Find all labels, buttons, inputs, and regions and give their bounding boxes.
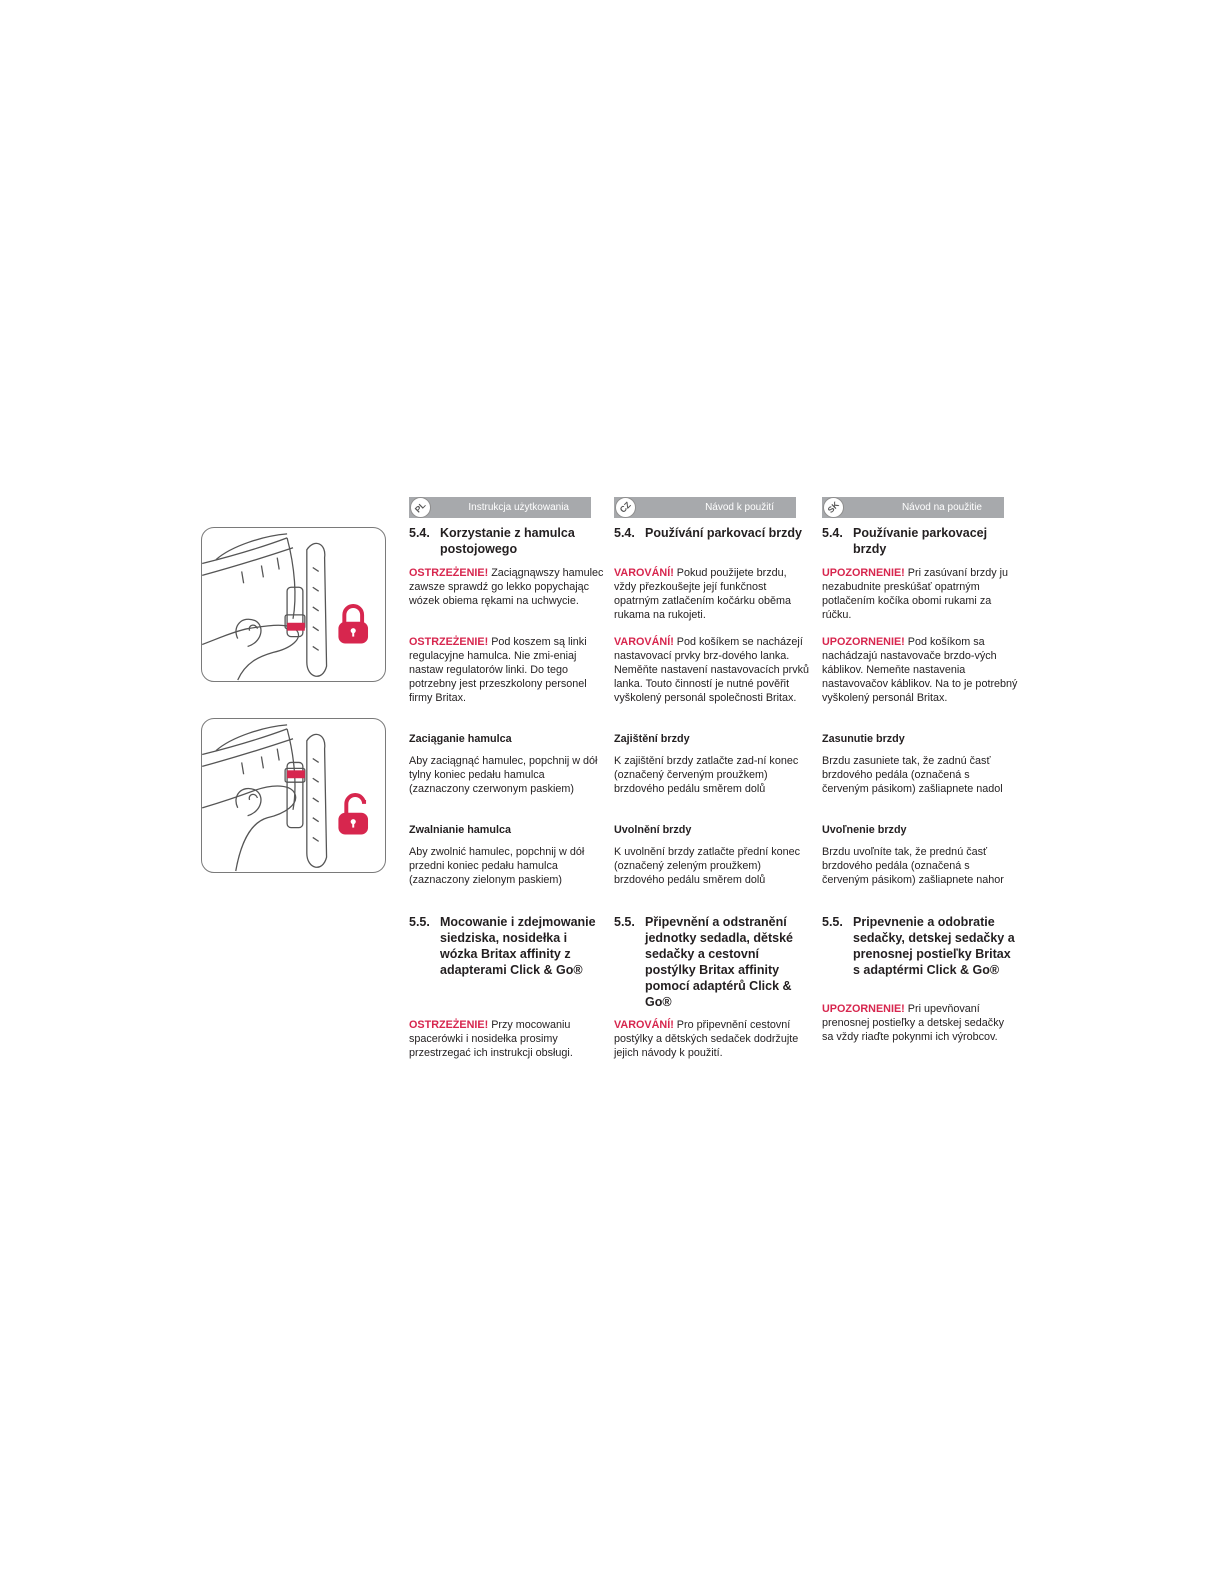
section-number: 5.4. [409, 526, 430, 540]
apply-brake-title: Zajištění brzdy [614, 733, 690, 745]
language-header-bar [409, 497, 591, 518]
section-title: Korzystanie z hamulca postojowego [440, 526, 575, 556]
warning-text: Przy mocowaniu spacerówki i nosidełka prosimy przestrzegać ich instrukcji obsługi. [409, 1019, 573, 1059]
lock-open-icon [338, 795, 368, 834]
header-title: Instrukcja użytkowania [468, 502, 569, 513]
section-number: 5.4. [822, 526, 843, 540]
release-brake-title: Uvoľnenie brzdy [822, 824, 907, 836]
section-5-5-heading [822, 914, 1018, 978]
language-code-badge: SK [819, 493, 849, 523]
brake-apply-drawing [202, 528, 385, 681]
apply-brake-title: Zasunutie brzdy [822, 733, 905, 745]
release-brake-text: Brzdu uvoľníte tak, že prednú časť brzdového pedála (označená s červeným pásikom) zašliapnete nahor [822, 846, 1004, 886]
warning-paragraph-3 [614, 1018, 810, 1060]
release-brake-text: K uvolnění brzdy zatlačte přední konec (označený zeleným proužkem) brzdového pedálu směrem dolů [614, 846, 801, 886]
warning-text: Pokud použijete brzdu, vždy přezkoušejte její funkčnost opatrným zatlačením kočárku oběma rukama na rukojeti. [614, 567, 792, 621]
warning-label: VAROVÁNÍ! [614, 1019, 674, 1031]
brake-release-illustration [201, 718, 386, 873]
warning-text: Pod košíkom sa nachádzajú nastavovače brzdo-vých káblikov. Nemeňte nastavenia nastavovačov káblikov. Na to je potrebný vyškolený personál Britax. [822, 636, 1018, 704]
language-code-badge: CZ [611, 493, 641, 523]
warning-text: Pri zasúvaní brzdy ju nezabudnite preskúšať opatrným potlačením kočíka obomi rukami za rúčku. [822, 567, 1008, 621]
section-5-4-heading [614, 525, 810, 541]
warning-paragraph-2 [409, 635, 605, 705]
warning-label: UPOZORNENIE! [822, 567, 905, 579]
release-brake-title: Uvolnění brzdy [614, 824, 692, 836]
warning-paragraph-2 [614, 635, 810, 705]
warning-label: OSTRZEŻENIE! [409, 1019, 489, 1031]
brake-apply-illustration [201, 527, 386, 682]
warning-paragraph-1 [822, 566, 1018, 622]
header-title: Návod na použitie [901, 502, 982, 513]
section-5-5-heading [409, 914, 605, 978]
release-brake-text: Aby zwolnić hamulec, popchnij w dół przedni koniec pedału hamulca (zaznaczony zielonym paskiem) [409, 846, 585, 886]
section-title: Používanie parkovacej brzdy [853, 526, 988, 556]
header-title: Návod k použití [705, 502, 774, 513]
section-title: Používání parkovací brzdy [645, 526, 802, 540]
section-title: Pripevnenie a odobratie sedačky, detskej sedačky a prenosnej postieľky Britax s adaptérmi Click & Go® [853, 915, 1015, 977]
section-number: 5.5. [409, 915, 430, 929]
language-header-bar [822, 497, 1004, 518]
apply-brake-text: Brzdu zasuniete tak, že zadnú časť brzdového pedála (označená s červeným pásikom) zašliapnete nadol [822, 755, 1003, 795]
warning-paragraph-3 [822, 1002, 1018, 1044]
apply-brake-text: K zajištění brzdy zatlačte zad-ní konec (označený červeným proužkem) brzdového pedálu směrem dolů [614, 755, 799, 795]
red-pedal-strip [287, 623, 305, 631]
warning-text: Pri upevňovaní prenosnej postieľky a detskej sedačky sa vždy riaďte pokynmi ich výrobcov. [822, 1003, 1004, 1043]
section-number: 5.4. [614, 526, 635, 540]
section-title: Mocowanie i zdejmowanie siedziska, nosidełka i wózka Britax affinity z adapterami Click & Go® [440, 915, 596, 977]
section-number: 5.5. [614, 915, 635, 929]
warning-text: Zaciągnąwszy hamulec zawsze sprawdź go lekko popychając wózek obiema rękami na uchwycie. [409, 567, 604, 607]
red-pedal-strip [287, 770, 305, 778]
section-5-5-heading [614, 914, 810, 1010]
section-5-4-heading [409, 525, 605, 557]
warning-label: UPOZORNENIE! [822, 1003, 905, 1015]
section-number: 5.5. [822, 915, 843, 929]
warning-text: Pod košíkem se nacházejí nastavovací prvky brz-dového lanka. Neměňte nastavení nastavovacích prvků lanka. Touto činností je nutné pověřit vyškolený personál společnosti Britax. [614, 636, 810, 704]
language-header-bar [614, 497, 796, 518]
language-code-badge: PL [406, 493, 436, 523]
warning-paragraph-3 [409, 1018, 605, 1060]
release-brake-title: Zwalnianie hamulca [409, 824, 512, 836]
warning-label: VAROVÁNÍ! [614, 636, 674, 648]
section-title: Připevnění a odstranění jednotky sedadla, dětské sedačky a cestovní postýlky Britax affinity pomocí adaptérů Click & Go® [645, 915, 793, 1009]
warning-text: Pod koszem są linki regulacyjne hamulca. Nie zmi-eniaj nastaw regulatorów linki. Do tego potrzebny jest przeszkolony personel firmy Britax. [409, 636, 587, 704]
lock-closed-icon [338, 606, 368, 644]
warning-paragraph-1 [614, 566, 810, 622]
brake-release-drawing [202, 719, 385, 872]
apply-brake-text: Aby zaciągnąć hamulec, popchnij w dół tylny koniec pedału hamulca (zaznaczony czerwonym paskiem) [409, 755, 598, 795]
apply-brake-title: Zaciąganie hamulca [409, 733, 512, 745]
section-5-4-heading [822, 525, 1018, 557]
warning-label: OSTRZEŻENIE! [409, 636, 489, 648]
warning-paragraph-2 [822, 635, 1018, 705]
warning-label: UPOZORNENIE! [822, 636, 905, 648]
warning-label: OSTRZEŻENIE! [409, 567, 489, 579]
warning-paragraph-1 [409, 566, 605, 608]
warning-text: Pro připevnění cestovní postýlky a dětských sedaček dodržujte jejich návody k použití. [614, 1019, 799, 1059]
warning-label: VAROVÁNÍ! [614, 567, 674, 579]
